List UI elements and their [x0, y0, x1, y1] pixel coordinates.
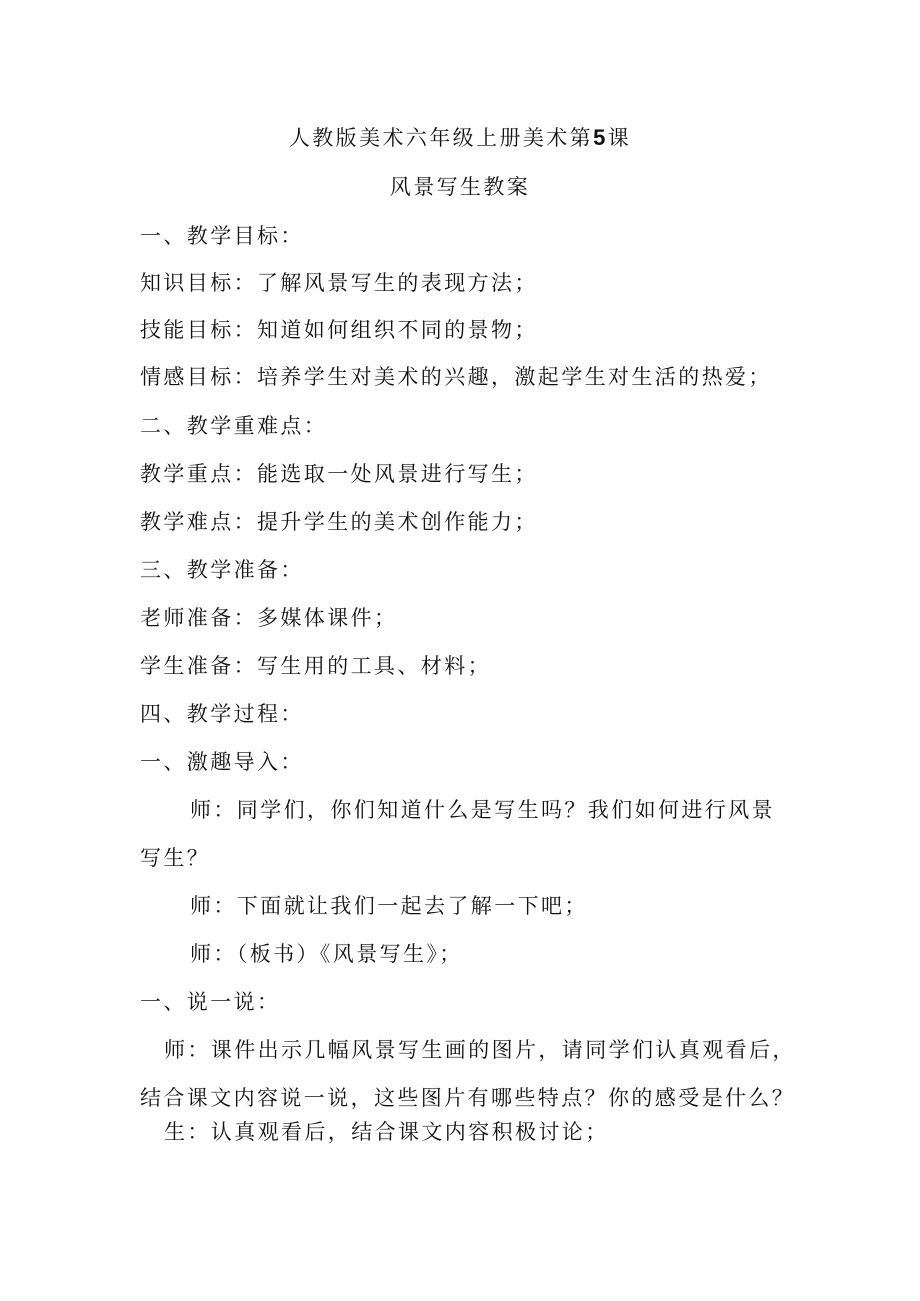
step-heading-discussion: 一、说一说：: [140, 990, 281, 1014]
teacher-question-line-2: 写生？: [140, 846, 211, 870]
title-suffix: 课: [607, 126, 632, 150]
document-subtitle: 风景写生教案: [389, 175, 531, 199]
teacher-instruction-line-2: 结合课文内容说一说，这些图片有哪些特点？你的感受是什么？: [140, 1086, 796, 1110]
teacher-instruction-line-1: 师：课件出示几幅风景写生画的图片，请同学们认真观看后，: [164, 1038, 796, 1062]
step-heading-introduction: 一、激趣导入：: [140, 750, 304, 774]
section-heading-objectives: 一、教学目标：: [140, 224, 304, 248]
student-preparation: 学生准备：写生用的工具、材料；: [140, 654, 491, 678]
teacher-preparation: 老师准备：多媒体课件；: [140, 606, 398, 630]
skill-objective: 技能目标：知道如何组织不同的景物；: [140, 318, 538, 342]
emotion-objective: 情感目标：培养学生对美术的兴趣，激起学生对生活的热爱；: [140, 365, 772, 389]
section-heading-preparation: 三、教学准备：: [140, 558, 304, 582]
teacher-statement: 师：下面就让我们一起去了解一下吧；: [190, 894, 588, 918]
section-heading-process: 四、教学过程：: [140, 702, 304, 726]
title-prefix: 人教版美术六年级上册美术第: [288, 126, 594, 150]
teacher-question-line-1: 师：同学们，你们知道什么是写生吗？我们如何进行风景: [190, 798, 775, 822]
section-heading-key-points: 二、教学重难点：: [140, 414, 328, 438]
teaching-difficulty: 教学难点：提升学生的美术创作能力；: [140, 510, 538, 534]
teacher-blackboard: 师：（板书）《风景写生》；: [190, 942, 463, 966]
document-title: [0, 122, 920, 152]
teaching-focus: 教学重点：能选取一处风景进行写生；: [140, 462, 538, 486]
student-response: 生：认真观看后，结合课文内容积极讨论；: [164, 1120, 609, 1144]
knowledge-objective: 知识目标：了解风景写生的表现方法；: [140, 271, 538, 295]
title-lesson-number: 5: [593, 125, 608, 150]
